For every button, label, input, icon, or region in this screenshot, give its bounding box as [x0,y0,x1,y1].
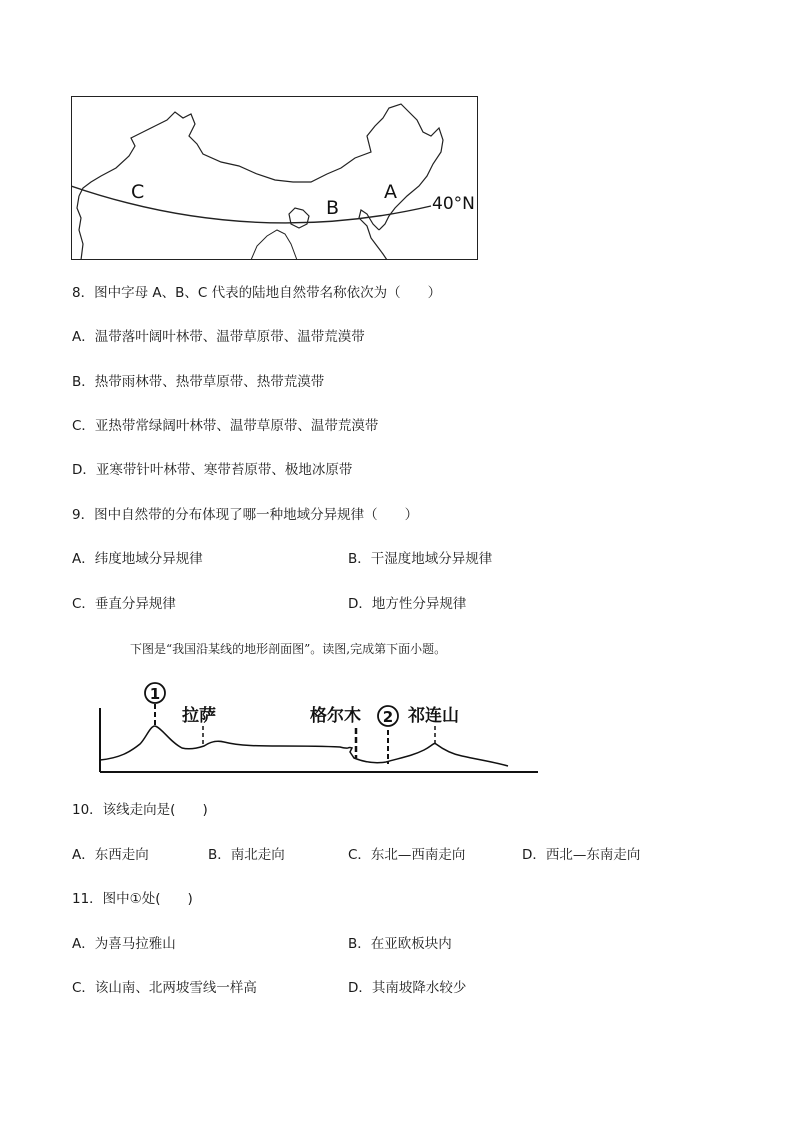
china-map-figure [71,96,478,260]
terrain-profile-figure [90,672,542,778]
q9-option-d[interactable]: D．地方性分异规律 [348,596,467,612]
q11-option-c[interactable]: C．该山南、北两坡雪线一样高 [72,980,257,996]
q9-option-c[interactable]: C．垂直分异规律 [72,596,176,612]
map-label-40n: 40°N [432,194,475,214]
q9-option-b[interactable]: B．干湿度地域分异规律 [348,551,493,567]
golmud-label: 格尔木 [310,706,361,726]
q9-stem: 9．图中自然带的分布体现了哪一种地域分异规律（ ） [72,507,419,523]
q10-stem: 10．该线走向是( ) [72,802,208,818]
q10-option-c[interactable]: C．东北—西南走向 [348,847,466,863]
q9-option-a[interactable]: A．纬度地域分异规律 [72,551,203,567]
map-label-b: B [326,197,340,219]
profile-terrain-line [100,726,508,766]
q10-option-b[interactable]: B．南北走向 [208,847,285,863]
lhasa-label: 拉萨 [182,706,216,726]
map-frame [72,97,478,260]
q8-option-c[interactable]: C．亚热带常绿阔叶林带、温带草原带、温带荒漠带 [72,418,379,434]
map-border-line [79,104,443,230]
marker-1-label: 1 [149,685,161,703]
latitude-line-40n [71,186,431,223]
q8-stem: 8．图中字母 A、B、C 代表的陆地自然带名称依次为（ ） [72,285,442,301]
q11-stem: 11．图中①处( ) [72,891,193,907]
q8-option-b[interactable]: B．热带雨林带、热带草原带、热带荒漠带 [72,374,325,390]
map-bohai-outline [289,208,309,228]
map-inner-line [251,230,297,260]
q11-option-a[interactable]: A．为喜马拉雅山 [72,936,176,952]
map-label-a: A [384,181,397,203]
qilian-label: 祁连山 [408,706,459,726]
q11-option-d[interactable]: D．其南坡降水较少 [348,980,467,996]
profile-intro: 下图是“我国沿某线的地形剖面图”。读图,完成第下面小题。 [130,642,447,656]
q8-option-a[interactable]: A．温带落叶阔叶林带、温带草原带、温带荒漠带 [72,329,365,345]
q8-option-d[interactable]: D．亚寒带针叶林带、寒带苔原带、极地冰原带 [72,462,353,478]
q11-option-b[interactable]: B．在亚欧板块内 [348,936,452,952]
map-west-edge [77,196,83,260]
marker-2-label: 2 [382,708,394,726]
q10-option-d[interactable]: D．西北—东南走向 [522,847,641,863]
map-label-c: C [131,181,145,203]
q10-option-a[interactable]: A．东西走向 [72,847,149,863]
